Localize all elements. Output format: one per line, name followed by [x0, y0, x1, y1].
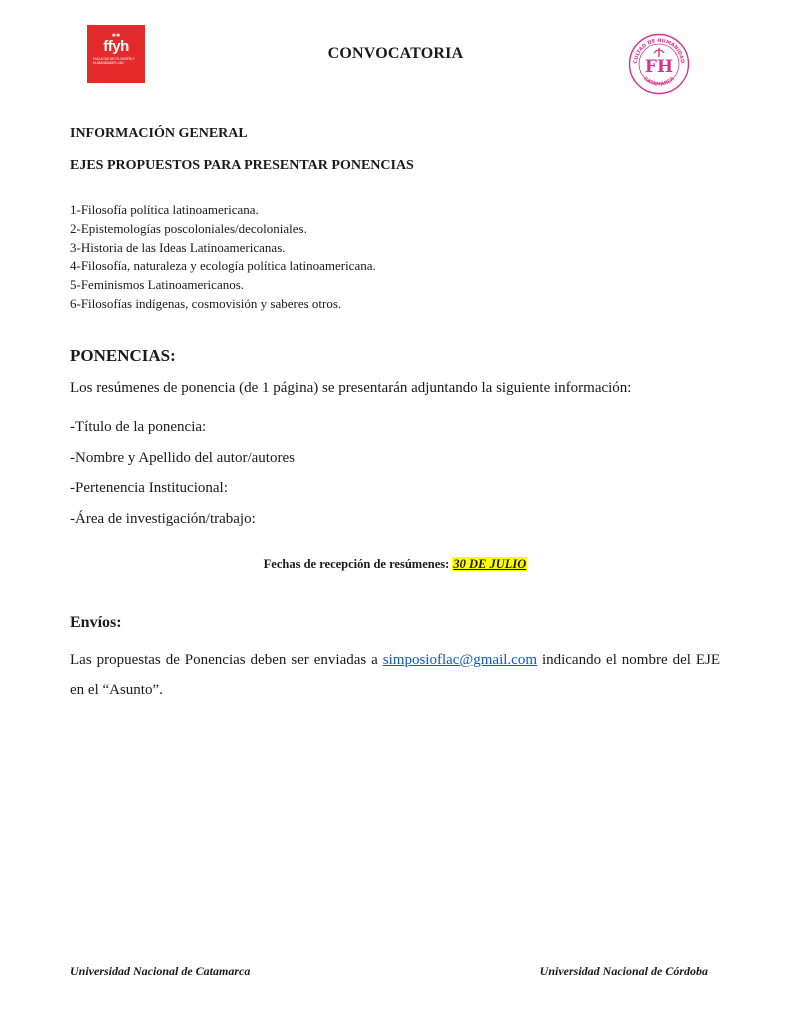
ponencias-heading: PONENCIAS: — [70, 346, 176, 365]
eje-item: 6-Filosofías indígenas, cosmovisión y saberes otros. — [70, 295, 342, 311]
humanidades-seal-logo — [628, 33, 690, 95]
svg-text:CATAMARCA — [642, 76, 676, 88]
page-title: CONVOCATORIA — [327, 45, 464, 62]
ponencia-field: -Nombre y Apellido del autor/autores — [70, 449, 295, 466]
ejes-list — [70, 201, 376, 314]
ponencias-fields-list — [70, 412, 295, 534]
ponencia-field: -Pertenencia Institucional: — [70, 480, 228, 496]
eje-item: 2-Epistemologías poscoloniales/decoloniales. — [70, 220, 307, 236]
seal-monogram: FH — [644, 57, 674, 77]
eje-item: 5-Feminismos Latinoamericanos. — [70, 277, 245, 293]
deadline-date: 30 DE JULIO — [453, 557, 527, 571]
ffyh-logo-mark: ffyh — [103, 38, 129, 55]
envios-text-before: Las propuestas de Ponencias deben ser enviadas a — [70, 652, 383, 668]
section-heading-info: INFORMACIÓN GENERAL — [70, 126, 248, 141]
ffyh-logo-star-icon: ✱✱ — [111, 33, 121, 39]
email-link[interactable]: simposioflac@gmail.com — [382, 652, 537, 668]
envios-text-after: indicando el nombre del EJE en el “Asunto”. — [70, 652, 720, 698]
eje-item: 1-Filosofía política latinoamericana. — [70, 202, 259, 217]
footer-right: Universidad Nacional de Córdoba — [539, 964, 708, 978]
ffyh-logo-subtext: FACULTAD DE FILOSOFÍA Y HUMANIDADES UNC — [93, 57, 135, 65]
ponencias-intro: Los resúmenes de ponencia (de 1 página) se presentarán adjuntando la siguiente información: — [70, 380, 632, 396]
footer-left: Universidad Nacional de Catamarca — [70, 964, 251, 978]
ponencia-field: -Título de la ponencia: — [70, 419, 207, 435]
eje-item: 4-Filosofía, naturaleza y ecología política latinoamericana. — [70, 258, 376, 274]
deadline-label: Fechas de recepción de resúmenes: — [263, 557, 450, 571]
envios-heading: Envíos: — [70, 614, 122, 631]
deadline-line — [0, 557, 791, 572]
ponencia-field: -Área de investigación/trabajo: — [70, 510, 256, 527]
seal-ring-text-top: CULTAD DE HUMANIDAD — [632, 37, 686, 64]
section-heading-ejes: EJES PROPUESTOS PARA PRESENTAR PONENCIAS — [70, 158, 414, 173]
seal-ring-text-bottom: CATAMARCA — [642, 75, 676, 88]
eje-item: 3-Historia de las Ideas Latinoamericanas. — [70, 239, 286, 255]
envios-paragraph — [70, 645, 720, 705]
